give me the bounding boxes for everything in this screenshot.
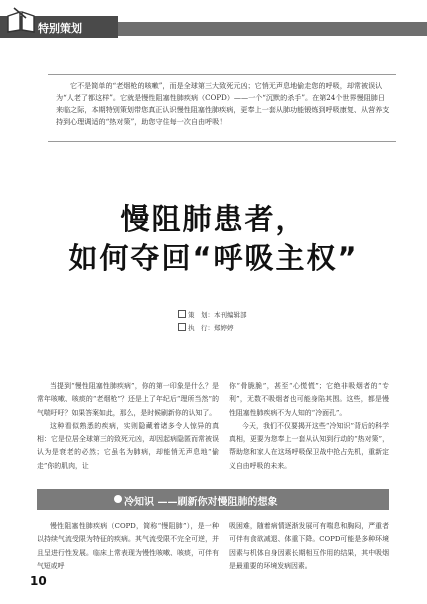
body-paragraph: 吸困难，随着病情逐渐发展可有喘息和胸闷，严重者可伴有食欲减退、体重下降。COPD可能是多种环境因素与机体自身因素长期相互作用的结果，其中吸烟是最重要的环境发病因素。 [229, 522, 389, 570]
body-paragraph: 今天，我们不仅要揭开这些“冷知识”背后的科学真相，更要为您奉上一套从认知到行动的“热对策”，帮助您和家人在这场呼吸保卫战中抢占先机，重新定义自由呼吸的未来。 [229, 421, 389, 470]
body-paragraph: 当提到“慢性阻塞性肺疾病”，你的第一印象是什么？是常年咳嗽、咳痰的“老烟枪”？还是上了年纪后“理所当然”的气喘吁吁？如果答案如此，那么，是时候刷新你的认知了。 [37, 382, 219, 417]
planner-name: 本刊编辑部 [214, 311, 247, 319]
open-book-icon [6, 4, 36, 34]
page-number: 10 [30, 574, 47, 588]
bullet-icon [114, 495, 122, 503]
body-column-right [229, 380, 389, 473]
section2-column-left [37, 520, 219, 573]
body-paragraph: 这种看似熟悉的疾病，实则隐藏着诸多令人惊异的真相：它是位居全球第三的致死元凶，却因起病隐匿而常被误认为是衰老的必然；它虽名为肺病，却能悄无声息地“偷走”你的肌肉，让 [37, 421, 219, 470]
checkbox-icon [178, 323, 186, 331]
section-label: 特别策划 [38, 22, 82, 35]
executor-name: 郑婷婷 [214, 324, 234, 332]
byline-planner [178, 310, 247, 319]
intro-text: 它不是简单的“老烟枪的咳嗽”，而是全球第三大致死元凶；它悄无声息地偷走您的呼吸，却常被误认为“人老了都这样”。它就是慢性阻塞性肺疾病（COPD）——一个“沉默的杀手”。在第24个世界慢阻肺日来临之际，本期特别策划带您真正认识慢性阻塞性肺疾病，更奉上一套从肺功能锻炼到呼吸康复、从营养支持到心理调适的“热对策”，助您守住每一次自由呼吸！ [56, 81, 390, 126]
executor-label: 执 行： [188, 324, 214, 332]
section-banner-title: 冷知识 ——刷新你对慢阻肺的想象 [124, 497, 278, 508]
byline-executor [178, 323, 234, 332]
article-title-line1: 慢阻肺患者， [120, 202, 307, 236]
section2-column-right [229, 520, 389, 573]
planner-label: 策 划： [188, 311, 214, 319]
checkbox-icon [178, 310, 186, 318]
body-column-left [37, 380, 219, 473]
body-paragraph: 慢性阻塞性肺疾病（COPD，简称“慢阻肺”），是一种以持续气流受限为特征的疾病。其气流受限不完全可逆，并且呈进行性发展。临床上常表现为慢性咳嗽、咳痰，可伴有气短或呼 [37, 522, 219, 570]
body-paragraph: 你“骨脆脆”，甚至“心慌慌”；它绝非吸烟者的“专利”，无数不吸烟者也可能身陷其围。这些，都是慢性阻塞性肺疾病不为人知的“冷面孔”。 [229, 382, 389, 417]
article-title-line2: 如何夺回“呼吸主权” [68, 241, 359, 275]
